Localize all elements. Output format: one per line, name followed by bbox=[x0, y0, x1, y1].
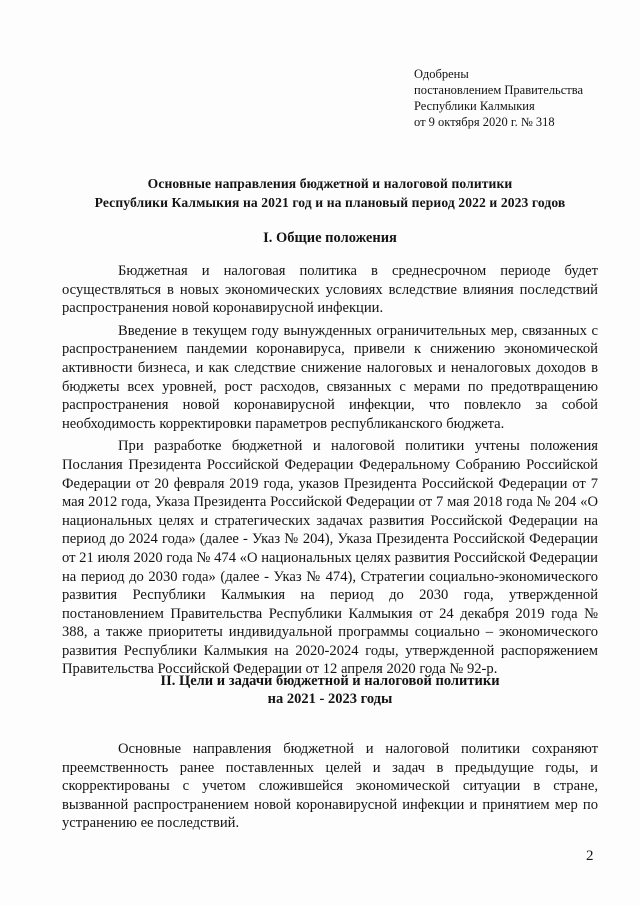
approval-line: Одобрены bbox=[414, 67, 469, 81]
section-1-body bbox=[62, 262, 598, 683]
heading-line: на 2021 - 2023 годы bbox=[267, 691, 393, 707]
heading-line: II. Цели и задачи бюджетной и налоговой политики bbox=[160, 673, 500, 689]
paragraph: Основные направления бюджетной и налоговой политики сохраняют преемственность ранее поставленных целей и задач в предыдущие годы, и скорректированы с учетом сложившейся экономической ситуации в стране, вызванной распространением новой коронавирусной инфекции и принятием мер по устранению ее последствий. bbox=[62, 741, 598, 832]
approval-stamp bbox=[414, 66, 583, 130]
approval-line: Республики Калмыкия bbox=[414, 99, 535, 113]
section-2-heading bbox=[40, 672, 620, 708]
page-number: 2 bbox=[586, 848, 594, 864]
approval-line: от 9 октября 2020 г. № 318 bbox=[414, 115, 555, 129]
section-2-body bbox=[62, 740, 598, 837]
section-1-heading: I. Общие положения bbox=[263, 230, 397, 246]
title-line: Республики Калмыкия на 2021 год и на плановый период 2022 и 2023 годов bbox=[94, 195, 566, 210]
approval-line: постановлением Правительства bbox=[414, 83, 584, 97]
document-title bbox=[40, 174, 620, 212]
paragraph: Введение в текущем году вынужденных ограничительных мер, связанных с распространением пандемии коронавируса, привели к снижению экономической активности бизнеса, и как следствие снижение налоговых и неналоговых доходов в бюджеты всех уровней, рост расходов, связанных с мерами по предотвращению распространения новой коронавирусной инфекции, что повлекло за собой необходимость корректировки параметров республиканского бюджета. bbox=[62, 322, 598, 432]
title-line: Основные направления бюджетной и налоговой политики bbox=[147, 176, 513, 191]
paragraph: Бюджетная и налоговая политика в среднесрочном периоде будет осуществляться в новых экономических условиях вследствие влияния последствий распространения новой коронавирусной инфекции. bbox=[62, 263, 598, 317]
paragraph: При разработке бюджетной и налоговой политики учтены положения Послания Президента Российской Федерации Федеральному Собранию Российской Федерации от 20 февраля 2019 года, указов Президента Российской Федерации от 7 мая 2012 года, Указа Президента Российской Федерации от 7 мая 2018 года № 204 «О национальных целях и стратегических задачах развития Российской Федерации на период до 2024 года» (далее - Указ № 204), Указа Президента Российской Федерации от 21 июля 2020 года № 474 «О национальных целях развития Российской Федерации на период до 2030 года» (далее - Указ № 474), Стратегии социально-экономического развития Республики Калмыкия на период до 2030 года, утвержденной постановлением Правительства Республики Калмыкия от 24 декабря 2019 года № 388, а также приоритеты индивидуальной программы социально – экономического развития Республики Калмыкия на 2020-2024 годы, утвержденной распоряжением Правительства Российской Федерации от 12 апреля 2020 года № 92-р. bbox=[62, 438, 598, 678]
